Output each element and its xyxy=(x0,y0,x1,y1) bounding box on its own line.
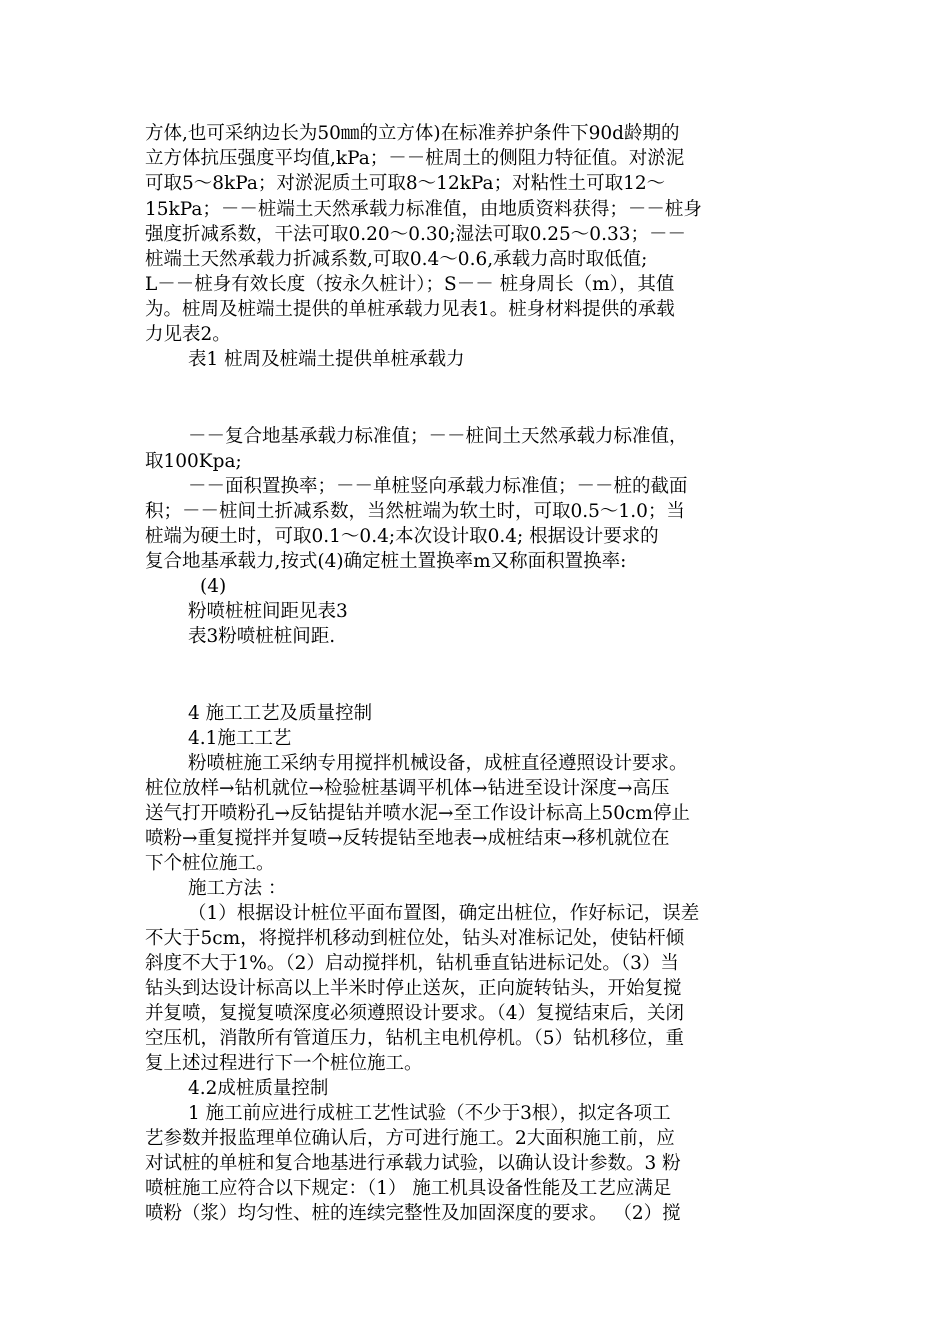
text-line: （1）根据设计桩位平面布置图，确定出桩位，作好标记，误差 xyxy=(188,903,700,924)
text-line: 为。桩周及桩端土提供的单桩承载力见表1。桩身材料提供的承载 xyxy=(145,299,675,320)
text-line: 方体,也可采纳边长为50㎜的立方体)在标准养护条件下90d龄期的 xyxy=(145,123,680,144)
text-line: 钻头到达设计标高以上半米时停止送灰，正向旋转钻头，开始复搅 xyxy=(145,978,682,999)
text-line: 取100Kpa; xyxy=(145,451,242,472)
text-line: 立方体抗压强度平均值,kPa；－－桩周土的侧阻力特征值。对淤泥 xyxy=(145,148,685,169)
text-line: 空压机，消散所有管道压力，钻机主电机停机。（5）钻机移位，重 xyxy=(145,1028,685,1049)
text-line: 粉喷桩施工采纳专用搅拌机械设备，成桩直径遵照设计要求。 xyxy=(188,753,688,774)
text-line: 粉喷桩桩间距见表3 xyxy=(188,601,348,622)
text-line: 喷桩施工应符合以下规定：（1） 施工机具设备性能及工艺应满足 xyxy=(145,1178,672,1199)
text-line: 桩位放样→钻机就位→检验桩基调平机体→钻进至设计深度→高压 xyxy=(145,778,670,799)
formula-number: (4) xyxy=(200,576,227,597)
table-caption: 表3粉喷桩桩间距. xyxy=(188,626,336,647)
text-line: 桩端为硬土时，可取0.1～0.4;本次设计取0.4; 根据设计要求的 xyxy=(145,526,659,547)
text-line: 斜度不大于1%。（2）启动搅拌机，钻机垂直钻进标记处。（3）当 xyxy=(145,953,679,974)
section-heading: 4 施工工艺及质量控制 xyxy=(188,703,373,724)
subsection-heading: 4.2成桩质量控制 xyxy=(188,1078,329,1099)
text-line: L－－桩身有效长度（按永久桩计）；S－－ 桩身周长（m），其值 xyxy=(145,274,675,295)
text-line: 艺参数并报监理单位确认后，方可进行施工。2大面积施工前，应 xyxy=(145,1128,675,1149)
text-line: 力见表2。 xyxy=(145,324,231,345)
text-line: 喷粉（浆）均匀性、桩的连续完整性及加固深度的要求。 （2）搅 xyxy=(145,1203,681,1224)
text-line: －－面积置换率；－－单桩竖向承载力标准值；－－桩的截面 xyxy=(188,476,688,497)
subsection-heading: 4.1施工工艺 xyxy=(188,728,292,749)
text-line: 不大于5cm，将搅拌机移动到桩位处，钻头对准标记处，使钻杆倾 xyxy=(145,928,685,949)
text-line: 积；－－桩间土折减系数，当然桩端为软土时，可取0.5～1.0；当 xyxy=(145,501,685,522)
text-line: 施工方法 ： xyxy=(188,878,287,899)
text-line: 送气打开喷粉孔→反钻提钻并喷水泥→至工作设计标高上50cm停止 xyxy=(145,803,690,824)
text-line: 桩端土天然承载力折减系数,可取0.4～0.6,承载力高时取低值; xyxy=(145,249,648,270)
text-line: 喷粉→重复搅拌并复喷→反转提钻至地表→成桩结束→移机就位在 xyxy=(145,828,670,849)
text-line: －－复合地基承载力标准值；－－桩间土天然承载力标准值， xyxy=(188,426,688,447)
text-line: 1 施工前应进行成桩工艺性试验（不少于3根），拟定各项工 xyxy=(188,1103,671,1124)
text-line: 强度折减系数，干法可取0.20～0.30;湿法可取0.25～0.33；－－ xyxy=(145,224,687,245)
text-line: 可取5～8kPa；对淤泥质土可取8～12kPa；对粘性土可取12～ xyxy=(145,173,666,194)
text-line: 15kPa；－－桩端土天然承载力标准值，由地质资料获得；－－桩身 xyxy=(145,199,702,220)
text-line: 并复喷，复搅复喷深度必须遵照设计要求。（4）复搅结束后，关闭 xyxy=(145,1003,685,1024)
table-caption: 表1 桩周及桩端土提供单桩承载力 xyxy=(188,349,465,370)
text-line: 复合地基承载力,按式(4)确定桩土置换率m又称面积置换率: xyxy=(145,551,627,572)
text-line: 下个桩位施工。 xyxy=(145,853,275,874)
text-line: 复上述过程进行下一个桩位施工。 xyxy=(145,1053,423,1074)
text-line: 对试桩的单桩和复合地基进行承载力试验，以确认设计参数。3 粉 xyxy=(145,1153,681,1174)
